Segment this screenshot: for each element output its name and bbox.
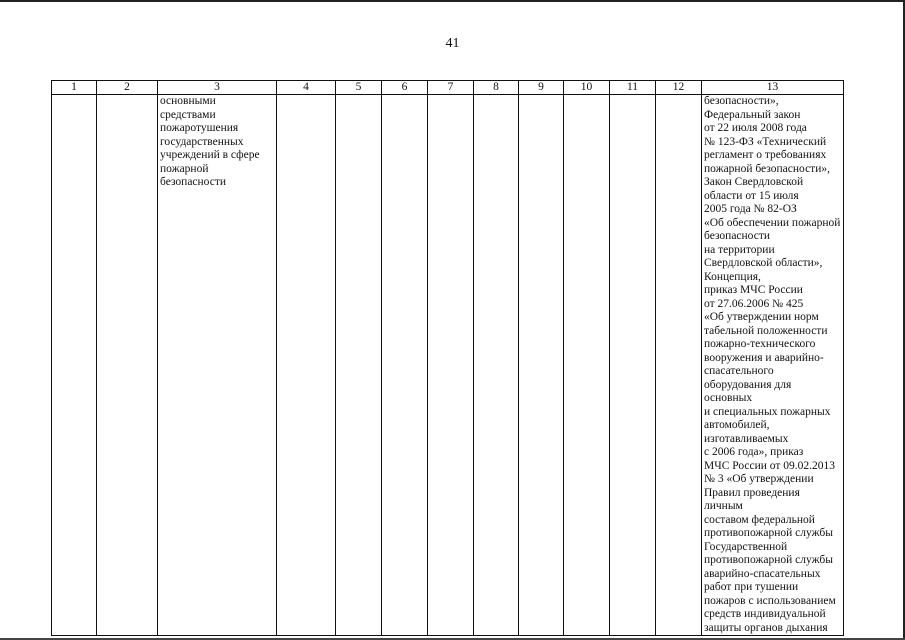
cell-col-8	[474, 95, 519, 636]
scan-edge-top	[0, 0, 905, 2]
cell-col-7	[428, 95, 474, 636]
cell-col-6	[382, 95, 428, 636]
cell-col-10	[564, 95, 610, 636]
column-header-4: 4	[277, 81, 336, 95]
cell-col-9	[519, 95, 564, 636]
table-row	[52, 95, 844, 636]
column-number-row	[52, 81, 844, 95]
column-header-11: 11	[610, 81, 656, 95]
cell-col-4	[277, 95, 336, 636]
cell-col-2	[97, 95, 158, 636]
page-number: 41	[445, 36, 460, 51]
cell-col-3: основными средствами пожаротушения государственных учреждений в сфере пожарной безопасности	[158, 95, 277, 636]
cell-col-1	[52, 95, 97, 636]
document-table	[51, 80, 844, 636]
column-header-12: 12	[656, 81, 702, 95]
column-header-9: 9	[519, 81, 564, 95]
column-header-1: 1	[52, 81, 97, 95]
column-header-8: 8	[474, 81, 519, 95]
column-header-10: 10	[564, 81, 610, 95]
cell-col-5	[336, 95, 382, 636]
column-header-13: 13	[702, 81, 844, 95]
column-header-6: 6	[382, 81, 428, 95]
cell-col-12	[656, 95, 702, 636]
column-header-7: 7	[428, 81, 474, 95]
column-header-5: 5	[336, 81, 382, 95]
cell-col-13: безопасности», Федеральный закон от 22 июля 2008 года № 123-ФЗ «Технический регламент о требованиях пожарной безопасности», Закон Свердловской области от 15 июля 2005 года № 82-ОЗ «Об обеспечении пожарной безопасности на территории Свердловской области», Концепция, приказ МЧС России от 27.06.2006 № 425 «Об утверждении норм табельной положенности пожарно-технического вооружения и аварийно- спасательного оборудования для основных и специальных пожарных автомобилей, изготавливаемых с 2006 года», приказ МЧС России от 09.02.2013 № 3 «Об утверждении Правил проведения личным составом федеральной противопожарной службы Государственной противопожарной службы аварийно-спасательных работ при тушении пожаров с использованием средств индивидуальной защиты органов дыхания	[702, 95, 844, 636]
column-header-2: 2	[97, 81, 158, 95]
column-header-3: 3	[158, 81, 277, 95]
cell-col-11	[610, 95, 656, 636]
